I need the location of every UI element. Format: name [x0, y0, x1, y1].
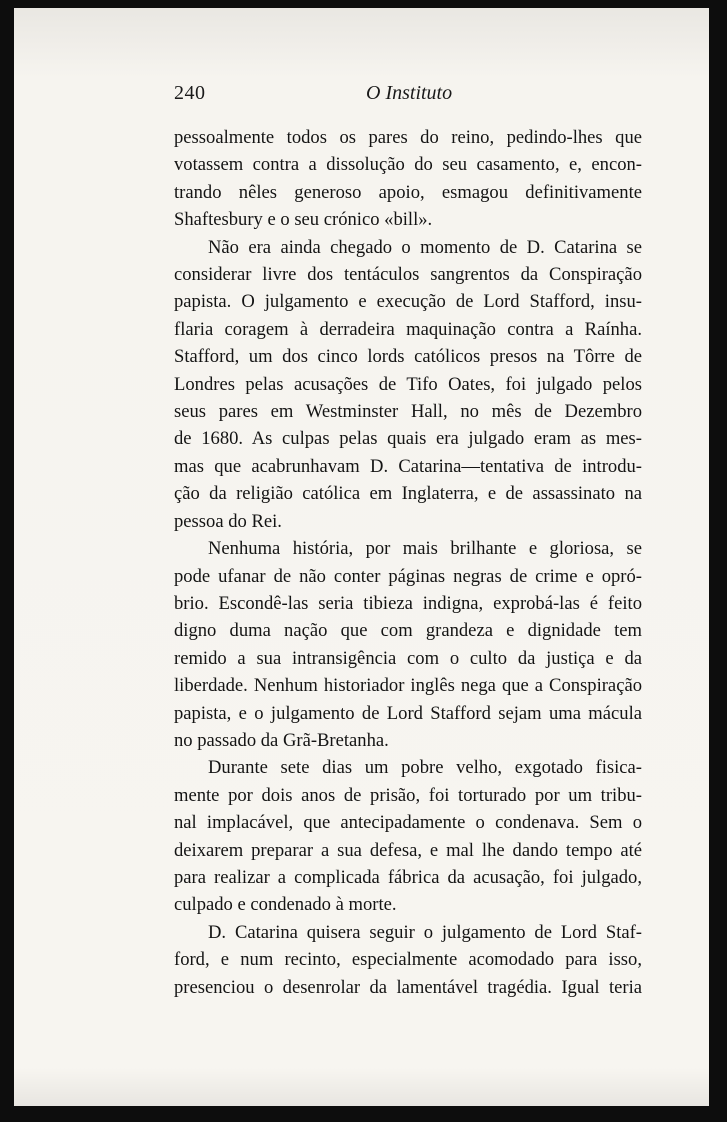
text-line: trando nêles generoso apoio, esmagou definitivamente	[174, 181, 642, 203]
text-line: Londres pelas acusações de Tifo Oates, foi julgado pelos	[174, 373, 642, 395]
text-line: considerar livre dos tentáculos sangrentos da Conspiração	[174, 264, 642, 286]
text-line: flaria coragem à derradeira maquinação contra a Raínha.	[174, 318, 642, 340]
text-line: seus pares em Westminster Hall, no mês de Dezembro	[174, 401, 642, 423]
paragraph	[174, 754, 642, 918]
text-line: ção da religião católica em Inglaterra, e de assassinato na	[174, 483, 642, 505]
text-line: liberdade. Nenhum historiador inglês nega que a Conspiração	[174, 675, 642, 697]
text-line: deixarem preparar a sua defesa, e mal lhe dando tempo até	[174, 839, 642, 861]
text-line: Não era ainda chegado o momento de D. Catarina se	[208, 236, 642, 258]
page-number: 240	[174, 82, 206, 104]
text-line: pessoalmente todos os pares do reino, pedindo-lhes que	[174, 127, 642, 148]
text-line: Durante sete dias um pobre velho, exgotado fisica-	[208, 757, 642, 779]
text-line: nal implacável, que antecipadamente o condenava. Sem o	[174, 812, 642, 834]
paragraph	[174, 535, 642, 754]
body-text	[174, 124, 642, 1001]
text-line: brio. Escondê-las seria tibieza indigna, exprobá-las é feito	[174, 592, 642, 614]
text-line: Nenhuma história, por mais brilhante e gloriosa, se	[208, 538, 642, 560]
text-line: remido a sua intransigência com o culto da justiça e da	[174, 647, 642, 669]
text-line: de 1680. As culpas pelas quais era julgado eram as mes-	[174, 428, 642, 450]
paragraph	[174, 919, 642, 1001]
paragraph	[174, 234, 642, 535]
text-line: papista, e o julgamento de Lord Stafford sejam uma mácula	[174, 702, 642, 724]
text-line: culpado e condenado à morte.	[174, 894, 397, 916]
text-line: mas que acabrunhavam D. Catarina—tentativa de introdu-	[174, 455, 642, 477]
text-line: Stafford, um dos cinco lords católicos presos na Tôrre de	[174, 346, 642, 368]
text-line: para realizar a complicada fábrica da acusação, foi julgado,	[174, 866, 642, 888]
text-line: pode ufanar de não conter páginas negras de crime e opró-	[174, 565, 642, 587]
text-line: Shaftesbury e o seu crónico «bill».	[174, 209, 433, 231]
text-line: presenciou o desenrolar da lamentável tragédia. Igual teria	[174, 976, 642, 998]
text-line: D. Catarina quisera seguir o julgamento de Lord Staf-	[208, 921, 642, 943]
text-line: pessoa do Rei.	[174, 510, 282, 532]
paragraph	[174, 124, 642, 234]
text-line: no passado da Grã-Bretanha.	[174, 729, 389, 751]
text-line: ford, e num recinto, especialmente acomodado para isso,	[174, 949, 642, 971]
text-line: papista. O julgamento e execução de Lord Stafford, insu-	[174, 291, 642, 313]
running-header	[174, 82, 642, 110]
text-line: mente por dois anos de prisão, foi torturado por um tribu-	[174, 784, 642, 806]
text-line: votassem contra a dissolução do seu casamento, e, encon-	[174, 154, 642, 176]
running-title: O Instituto	[366, 82, 453, 104]
text-line: digno duma nação que com grandeza e dignidade tem	[174, 620, 642, 642]
